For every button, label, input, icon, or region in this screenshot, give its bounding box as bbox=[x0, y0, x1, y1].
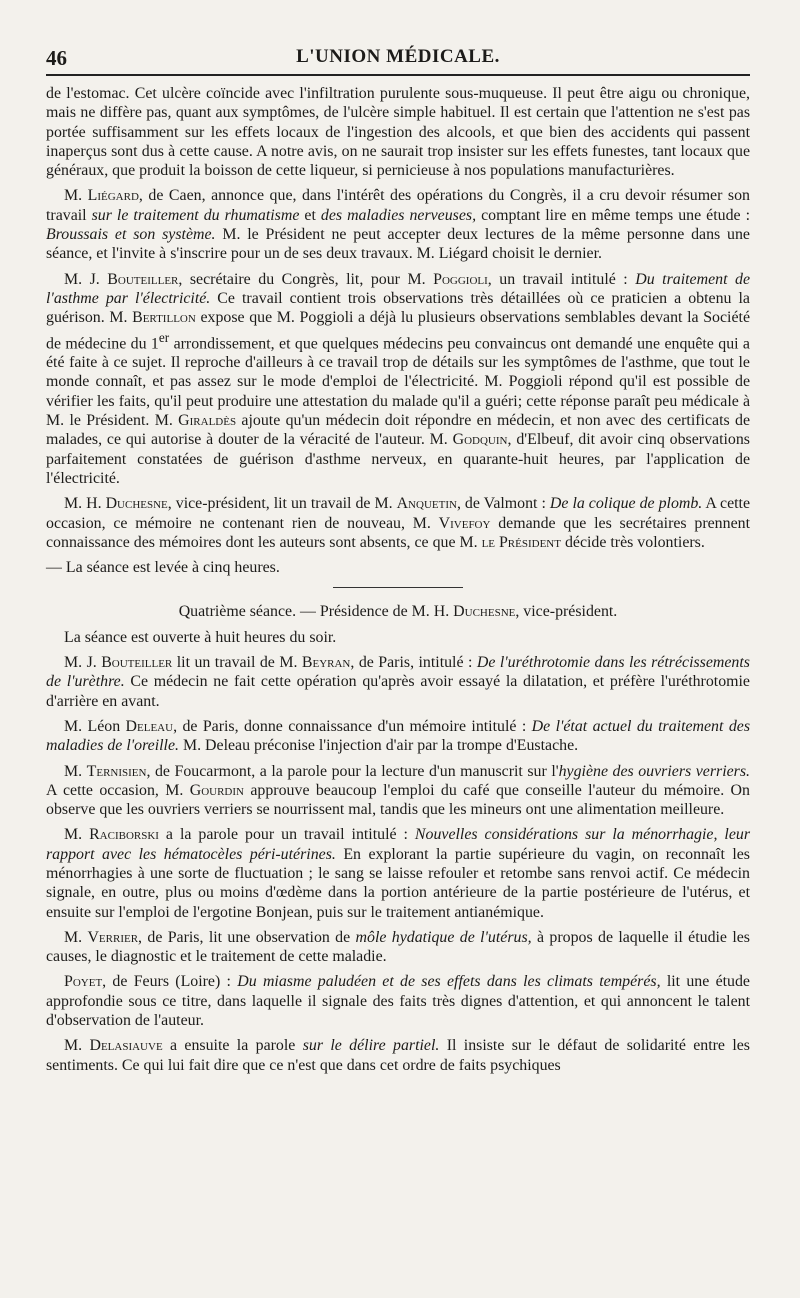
person-name: Giraldès bbox=[178, 412, 237, 430]
paragraph-0: de l'estomac. Cet ulcère coïncide avec l'infiltration purulente sous-muqueuse. Il peut être aigu ou chronique, mais ne diffère pas, quant aux symptômes, de l'ulcère simple habituel. Il est certain que l'attention ne s'est pas portée suffisamment sur les effets locaux de l'ingestion des alcools, et que bien des accidents qui passent inaperçus sont dus à cette cause. A notre avis, on ne saurait trop insister sur les effets funestes, tant locaux que généraux, que produit la boisson de cette liqueur, si pernicieuse à nos populations manufacturières. bbox=[46, 85, 750, 180]
person-name: Vivefoy bbox=[438, 514, 491, 532]
person-name: Deleau bbox=[125, 717, 174, 735]
person-name: Raciborski bbox=[89, 826, 159, 844]
person-name: Gourdin bbox=[189, 781, 244, 799]
paragraph-ternisien: M. Ternisien, de Foucarmont, a la parole pour la lecture d'un manuscrit sur l'hygiène des ouvriers verriers. A cette occasion, M. Gourdin approuve beaucoup l'emploi du café que conseille l'auteur du mémoire. On observe que les ouvriers verriers se nourrissent mal, tandis que les mineurs ont une alimentation meilleure. bbox=[46, 762, 751, 819]
header-rule bbox=[46, 74, 750, 76]
running-title: L'UNION MÉDICALE. bbox=[296, 46, 500, 67]
person-name: Verrier bbox=[87, 928, 139, 946]
section-divider bbox=[333, 587, 463, 588]
person-name: Liégard bbox=[87, 187, 139, 205]
session-opened: La séance est ouverte à huit heures du soir. bbox=[64, 628, 337, 646]
paragraph-deleau: M. Léon Deleau, de Paris, donne connaissance d'un mémoire intitulé : De l'état actuel du traitement des maladies de l'oreille. M. Deleau préconise l'injection d'air par la trompe d'Eustache. bbox=[46, 717, 750, 755]
person-name: Duchesne bbox=[105, 495, 168, 513]
paragraph-verrier: M. Verrier, de Paris, lit une observation de môle hydatique de l'utérus, à propos de laquelle il étudie les causes, le diagnostic et le traitement de cette maladie. bbox=[46, 928, 750, 966]
person-name: Bouteiller bbox=[101, 654, 173, 672]
body-text bbox=[46, 84, 750, 1075]
person-name: Delasiauve bbox=[89, 1037, 163, 1055]
person-name: Anquetin bbox=[396, 495, 457, 513]
paragraph-duchesne: M. H. Duchesne, vice-président, lit un travail de M. Anquetin, de Valmont : De la colique de plomb. A cette occasion, ce mémoire ne contenant rien de nouveau, M. Vivefoy demande que les secrétaires prennent connaissance des mémoires dont les auteurs sont absents, ce que M. le Président décide très volontiers. bbox=[46, 495, 750, 551]
person-name: Duchesne bbox=[453, 603, 516, 621]
paragraph-delasiauve: M. Delasiauve a ensuite la parole sur le délire partiel. Il insiste sur le défaut de solidarité entre les sentiments. Ce qui lui fait dire que ce n'est que dans cet ordre de faits psychiques bbox=[46, 1037, 750, 1074]
section-heading: Quatrième séance. — Présidence de M. H. Duchesne, vice-président. bbox=[178, 603, 618, 621]
person-name: Poggioli bbox=[433, 270, 488, 288]
person-name: Godquin bbox=[452, 431, 508, 449]
person-name: Bertillon bbox=[132, 309, 196, 327]
person-name: le Président bbox=[481, 533, 561, 551]
person-name: Bouteiller bbox=[107, 270, 179, 288]
person-name: Beyran bbox=[301, 654, 351, 672]
paragraph-raciborski: M. Raciborski a la parole pour un travail intitulé : Nouvelles considérations sur la ménorrhagie, leur rapport avec les hématocèles péri-utérines. En explorant la partie supérieure du vagin, on reconnaît les ménorrhagies à une sorte de fluctuation ; le sang se laisse refouler et retombe sans renvoi actif. Ce médecin signale, en outre, plus ou moins d'œdème dans la portion antérieure de la partie postérieure de l'utérus, et ensuite sur l'emploi de l'ergotine Bonjean, puis sur le traitement antianémique. bbox=[46, 826, 751, 921]
page-header bbox=[46, 42, 750, 72]
person-name: Poyet bbox=[64, 973, 103, 991]
paragraph-liegard: M. Liégard, de Caen, annonce que, dans l'intérêt des opérations du Congrès, il a cru devoir résumer son travail sur le traitement du rhumatisme et des maladies nerveuses, comptant lire en même temps une étude : Broussais et son système. M. le Président ne peut accepter deux lectures de la même personne dans une séance, et l'invite à s'inscrire pour un de ses deux travaux. M. Liégard choisit le dernier. bbox=[46, 187, 751, 263]
paragraph-beyran: M. J. Bouteiller lit un travail de M. Beyran, de Paris, intitulé : De l'uréthrotomie dans les rétrécissements de l'urèthre. Ce médecin ne fait cette opération qu'après avoir essayé la dilatation, et préfère l'uréthrotomie d'arrière en avant. bbox=[46, 654, 750, 710]
person-name: Ternisien bbox=[86, 762, 147, 780]
paragraph-poyet: Poyet, de Feurs (Loire) : Du miasme paludéen et de ses effets dans les climats tempérés, lit une étude approfondie sous ce titre, dans laquelle il signale des faits très dignes d'attention, et qui annoncent le talent d'observation de l'auteur. bbox=[46, 973, 750, 1030]
page-number: 46 bbox=[46, 46, 67, 70]
session-closed: — La séance est levée à cinq heures. bbox=[46, 559, 280, 577]
paragraph-bouteiller-poggioli: M. J. Bouteiller, secrétaire du Congrès, lit, pour M. Poggioli, un travail intitulé : Du traitement de l'asthme par l'électricité. Ce travail contient trois observations très détaillées où ce praticien a obtenu la guérison. M. Bertillon expose que M. Poggioli a déjà lu plusieurs observations semblables devant la Société de médecine du 1er arrondissement, et que quelques médecins peu convaincus ont demandé une enquête qui a été faite à ce sujet. Il reproche d'ailleurs à ce travail trop de détails sur les symptômes de l'asthme, que tout le monde connaît, et pas assez sur le mode d'emploi de l'électricité. M. Poggioli répond qu'il est possible de vérifier les faits, qu'il peut produire une attestation du malade qu'il a guéri; cette réponse paraît peu médicale à M. le Président. M. Giraldès ajoute qu'un médecin doit répondre en médecin, et non avec des certificats de malades, ce qui autorise à douter de la véracité de l'auteur. M. Godquin, d'Elbeuf, dit avoir cinq observations parfaitement constatées de guérison d'asthme nerveux, en quarante-huit heures, par l'application de l'électricité. bbox=[46, 270, 751, 487]
